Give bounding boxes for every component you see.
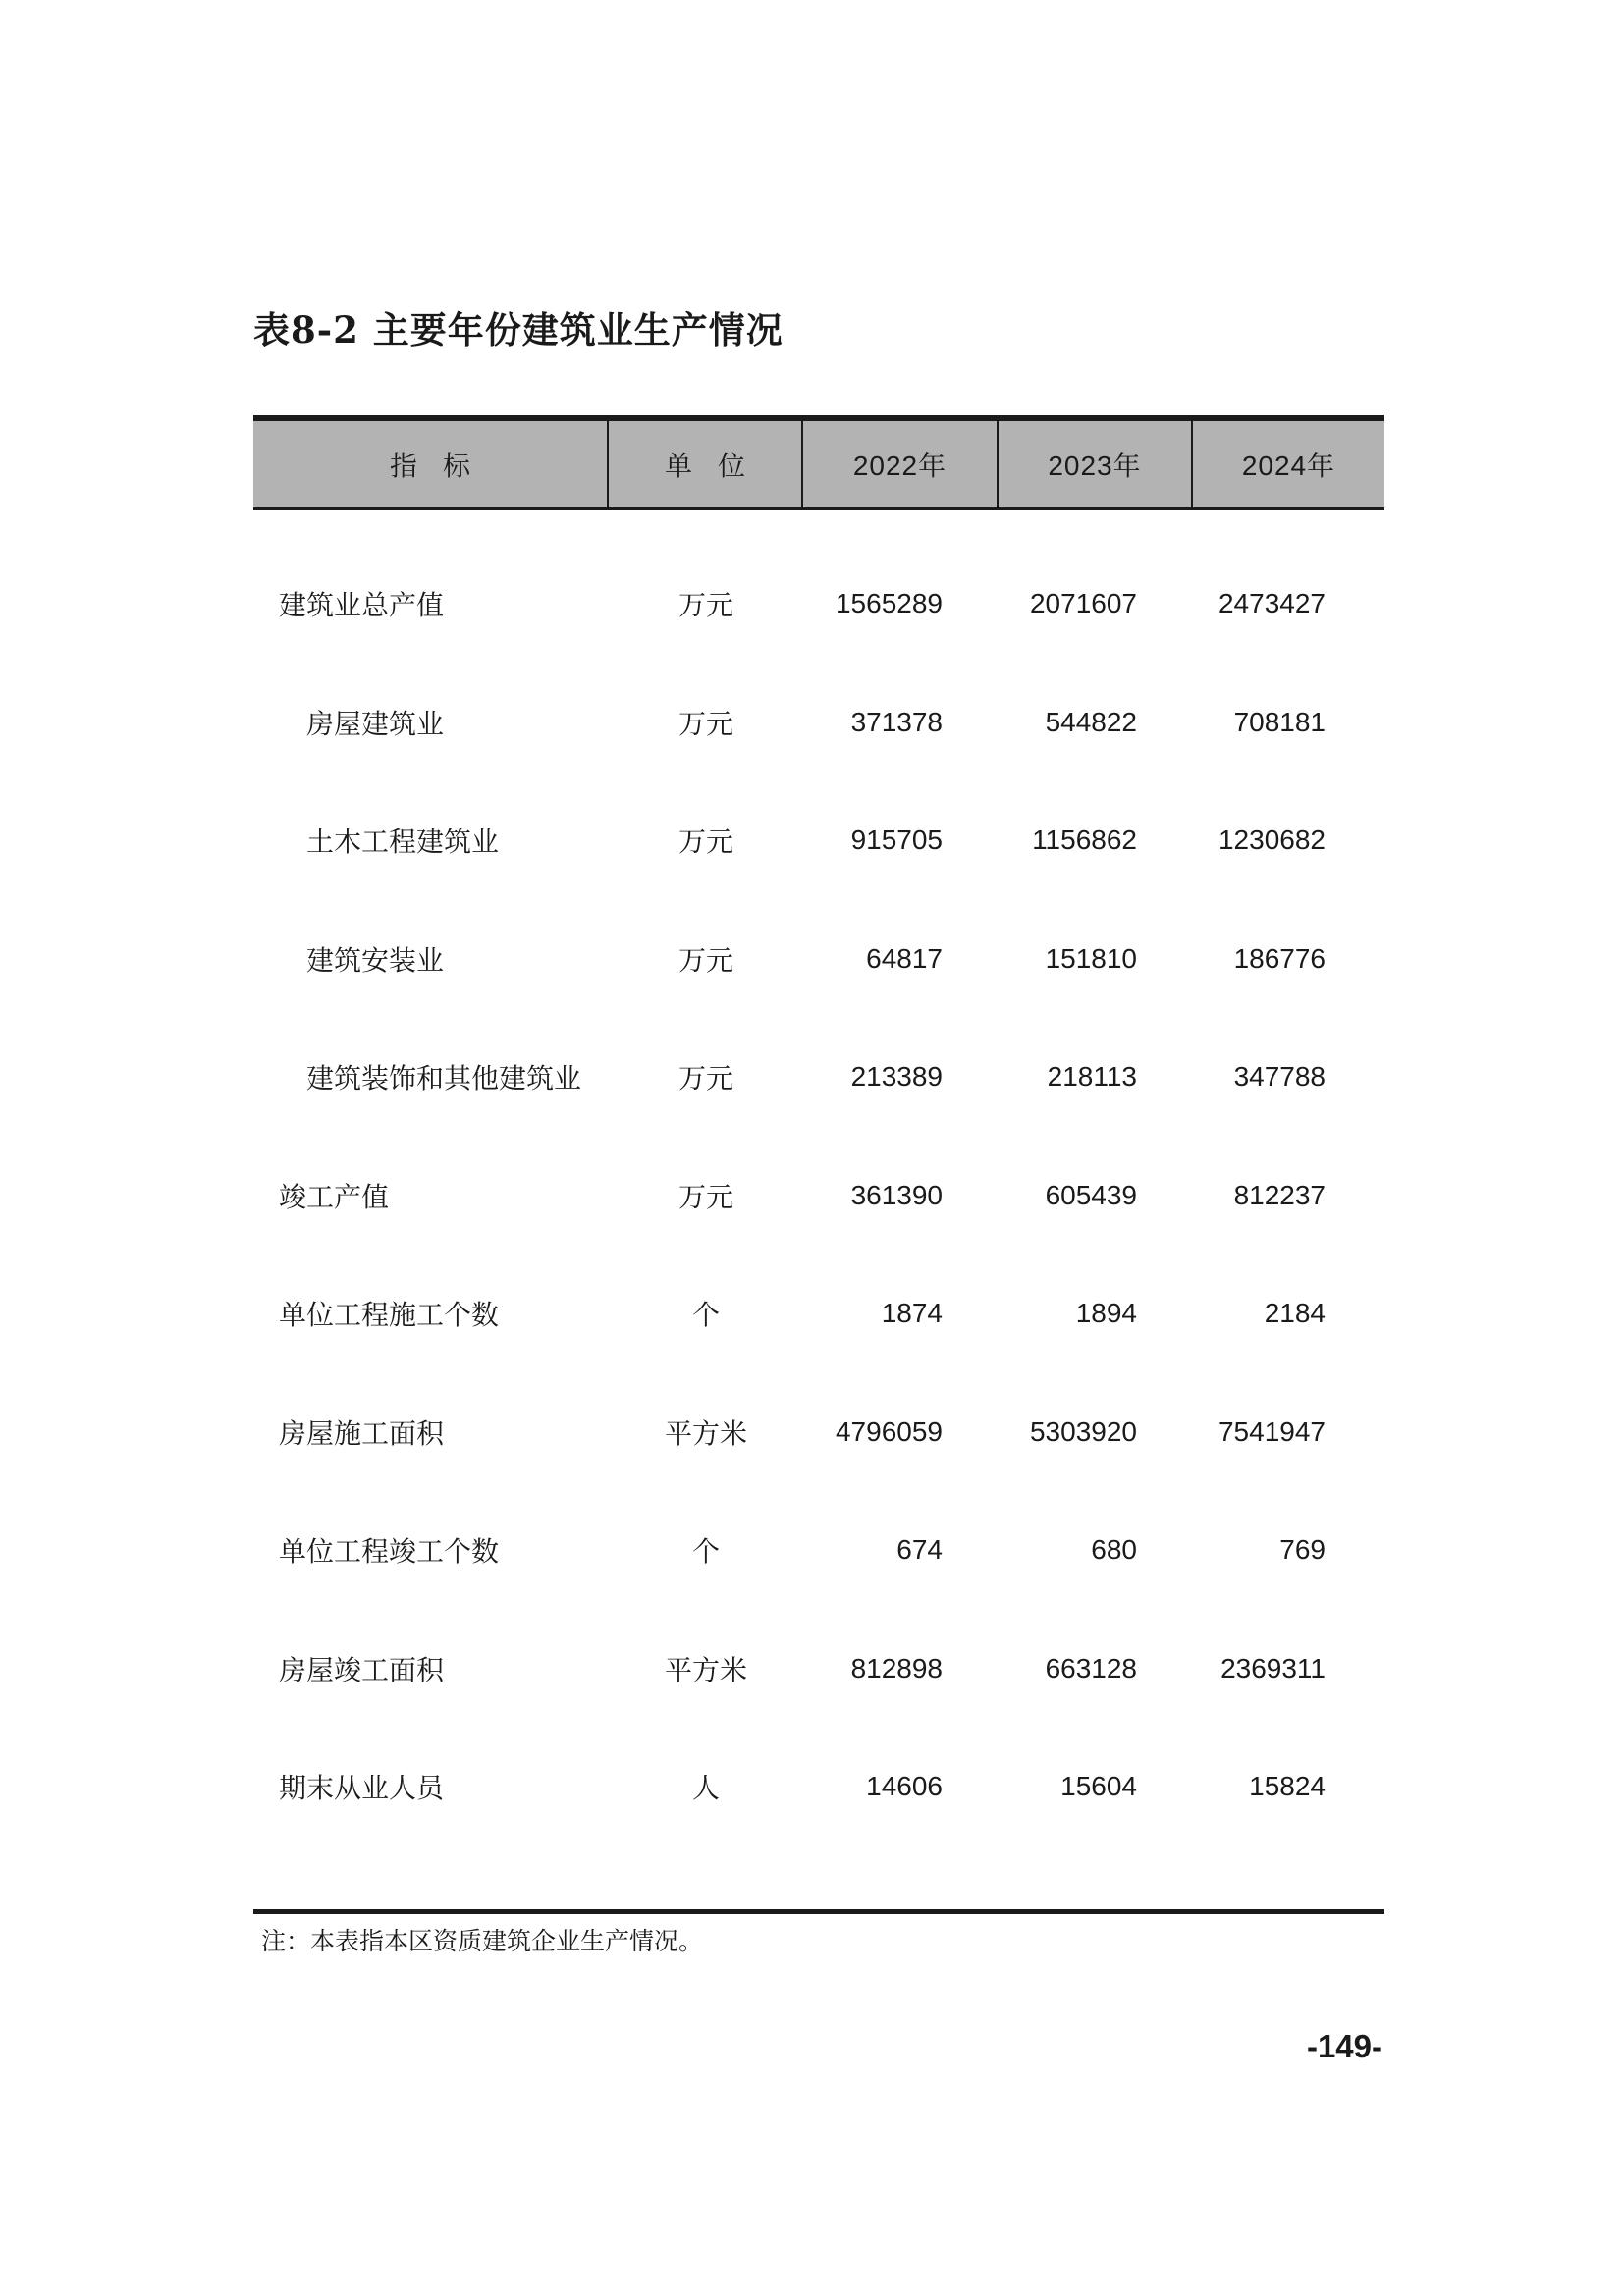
table-title: 表8-2 主要年份建筑业生产情况 <box>253 308 784 351</box>
value-2024-cell: 769 <box>1279 1534 1326 1566</box>
value-2023-cell: 218113 <box>1047 1061 1137 1093</box>
value-2024-cell: 347788 <box>1233 1061 1326 1093</box>
indicator-cell: 建筑装饰和其他建筑业 <box>306 1062 582 1095</box>
value-2023-cell: 663128 <box>1045 1652 1137 1683</box>
page-number: -149- <box>1306 2028 1382 2064</box>
unit-cell: 个 <box>691 1535 720 1569</box>
value-2024-cell: 15824 <box>1249 1771 1326 1802</box>
table-body <box>253 510 1384 1846</box>
header-indicator: 指标 <box>253 421 609 507</box>
unit-cell: 平方米 <box>664 1653 747 1686</box>
value-2022-cell: 1874 <box>881 1298 943 1329</box>
indicator-cell: 土木工程建筑业 <box>306 826 500 859</box>
value-2022-cell: 361390 <box>850 1179 943 1210</box>
unit-cell: 万元 <box>677 1180 733 1213</box>
value-2023-cell: 2071607 <box>1029 588 1137 619</box>
unit-cell: 万元 <box>677 1062 733 1095</box>
indicator-cell: 建筑安装业 <box>306 943 445 977</box>
value-2022-cell: 64817 <box>866 942 943 974</box>
value-2024-cell: 2473427 <box>1218 588 1326 619</box>
table-row <box>253 1373 1384 1492</box>
indicator-cell: 建筑业总产值 <box>279 589 445 622</box>
unit-cell: 万元 <box>677 707 733 740</box>
header-2023: 2023年 <box>999 421 1193 507</box>
value-2024-cell: 7541947 <box>1218 1415 1326 1447</box>
indicator-cell: 房屋施工面积 <box>279 1416 445 1450</box>
value-2023-cell: 151810 <box>1045 942 1137 974</box>
indicator-cell: 竣工产值 <box>279 1180 390 1213</box>
table-row <box>253 664 1384 782</box>
value-2024-cell: 1230682 <box>1218 825 1326 856</box>
value-2024-cell: 2184 <box>1264 1298 1326 1329</box>
header-2024: 2024年 <box>1241 451 1336 481</box>
indicator-cell: 房屋建筑业 <box>306 707 445 740</box>
value-2023-cell: 605439 <box>1045 1179 1137 1210</box>
value-2024-cell: 2369311 <box>1220 1652 1326 1683</box>
table-row <box>253 1728 1384 1846</box>
unit-cell: 人 <box>691 1772 720 1805</box>
value-2022-cell: 213389 <box>850 1061 943 1093</box>
header-2022: 2022年 <box>803 421 999 507</box>
unit-cell: 万元 <box>677 589 733 622</box>
value-2022-cell: 4796059 <box>835 1415 943 1447</box>
indicator-cell: 期末从业人员 <box>279 1772 445 1805</box>
table-row <box>253 1491 1384 1610</box>
unit-cell: 平方米 <box>664 1416 747 1450</box>
value-2022-cell: 812898 <box>850 1652 943 1683</box>
unit-cell: 万元 <box>677 943 733 977</box>
value-2024-cell: 708181 <box>1233 706 1326 737</box>
table-row <box>253 1018 1384 1137</box>
value-2022-cell: 371378 <box>850 706 943 737</box>
table-row <box>253 1255 1384 1373</box>
value-2022-cell: 14606 <box>866 1771 943 1802</box>
table-row <box>253 781 1384 900</box>
table-note: 注：本表指本区资质建筑企业生产情况。 <box>261 1927 704 1955</box>
indicator-cell: 房屋竣工面积 <box>279 1653 445 1686</box>
indicator-cell: 单位工程施工个数 <box>279 1299 500 1332</box>
value-2023-cell: 680 <box>1091 1534 1137 1566</box>
value-2023-cell: 544822 <box>1045 706 1137 737</box>
table-bottom-rule <box>253 1909 1384 1914</box>
value-2022-cell: 915705 <box>850 825 943 856</box>
data-table <box>253 415 1384 1846</box>
value-2023-cell: 15604 <box>1060 1771 1137 1802</box>
table-row <box>253 1137 1384 1255</box>
value-2022-cell: 1565289 <box>835 588 943 619</box>
value-2023-cell: 1156862 <box>1032 825 1137 856</box>
unit-cell: 个 <box>691 1299 720 1332</box>
value-2023-cell: 1894 <box>1075 1298 1137 1329</box>
table-header <box>253 421 1384 510</box>
value-2024-cell: 812237 <box>1233 1179 1326 1210</box>
value-2024-cell: 186776 <box>1233 942 1326 974</box>
unit-cell: 万元 <box>677 826 733 859</box>
value-2022-cell: 674 <box>896 1534 943 1566</box>
header-unit: 单位 <box>609 421 803 507</box>
table-row <box>253 545 1384 664</box>
table-row <box>253 900 1384 1019</box>
indicator-cell: 单位工程竣工个数 <box>279 1535 500 1569</box>
value-2023-cell: 5303920 <box>1029 1415 1137 1447</box>
table-row <box>253 1610 1384 1729</box>
